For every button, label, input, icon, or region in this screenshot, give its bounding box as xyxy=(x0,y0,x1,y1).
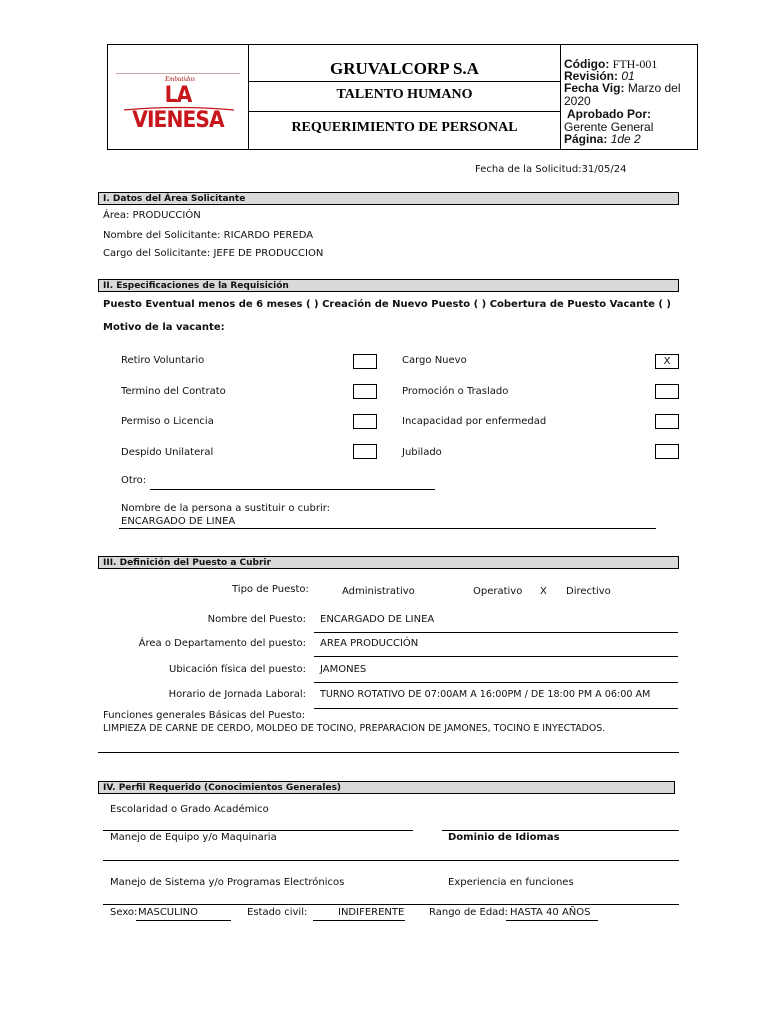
sex-value: MASCULINO xyxy=(138,907,198,918)
checkbox-permiso[interactable] xyxy=(353,414,377,429)
job-schedule-label: Horario de Jornada Laboral: xyxy=(168,689,306,700)
job-type-administrativo: Administrativo xyxy=(342,586,415,597)
codigo-value: FTH-001 xyxy=(612,57,658,71)
job-type-label: Tipo de Puesto: xyxy=(232,584,309,595)
document-title: REQUERIMIENTO DE PERSONAL xyxy=(291,120,518,135)
section-1-title: I. Datos del Área Solicitante xyxy=(98,192,679,205)
motive-label-promocion: Promoción o Traslado xyxy=(402,386,509,397)
motive-label-termino: Termino del Contrato xyxy=(121,386,226,397)
motive-label: Motivo de la vacante: xyxy=(103,322,225,333)
replace-person-line[interactable] xyxy=(119,528,656,529)
checkbox-jubilado[interactable] xyxy=(655,444,679,459)
fecha-vig-row xyxy=(564,82,681,94)
motive-label-despido: Despido Unilateral xyxy=(121,447,214,458)
languages-label: Dominio de Idiomas xyxy=(448,832,560,843)
other-label: Otro: xyxy=(121,475,147,486)
company-logo: LA VIENESA xyxy=(132,83,224,133)
job-name-value: ENCARGADO DE LINEA xyxy=(320,614,435,625)
job-type-directivo: Directivo xyxy=(566,586,611,597)
functions-line[interactable] xyxy=(98,752,679,753)
requisition-type-options: Puesto Eventual menos de 6 meses ( ) Creación de Nuevo Puesto ( ) Cobertura de Puesto Vacante ( ) xyxy=(103,299,671,310)
age-range-label: Rango de Edad: xyxy=(429,907,509,918)
area-field: Área: PRODUCCIÓN xyxy=(103,210,201,221)
requester-name-field: Nombre del Solicitante: RICARDO PEREDA xyxy=(103,230,314,241)
header-divider xyxy=(248,81,560,82)
header-divider xyxy=(248,111,560,112)
checkbox-retiro[interactable] xyxy=(353,354,377,369)
motive-label-permiso: Permiso o Licencia xyxy=(121,416,214,427)
job-schedule-value: TURNO ROTATIVO DE 07:00AM A 16:00PM / DE 18:00 PM A 06:00 AM xyxy=(320,689,651,700)
job-name-line[interactable] xyxy=(314,632,678,633)
job-location-line[interactable] xyxy=(314,682,678,683)
fecha-vig-label: Fecha Vig: xyxy=(564,81,625,95)
motive-label-jubilado: Jubilado xyxy=(402,447,442,458)
logo-rule xyxy=(116,73,240,74)
experience-label: Experiencia en funciones xyxy=(448,877,574,888)
fecha-vig-year: 2020 xyxy=(564,94,591,108)
department-name: TALENTO HUMANO xyxy=(336,87,473,102)
motive-label-retiro: Retiro Voluntario xyxy=(121,355,205,366)
checkbox-incapacidad[interactable] xyxy=(655,414,679,429)
revision-value: 01 xyxy=(621,69,635,83)
job-name-label: Nombre del Puesto: xyxy=(207,614,306,625)
section-2-title: II. Especificaciones de la Requisición xyxy=(98,279,679,292)
languages-top-line[interactable] xyxy=(442,830,679,831)
functions-value: LIMPIEZA DE CARNE DE CERDO, MOLDEO DE TOCINO, PREPARACION DE JAMONES, TOCINO E INYECTADOS. xyxy=(103,723,606,734)
aprobado-label: Aprobado Por: xyxy=(567,107,651,121)
codigo-label: Código: xyxy=(564,57,610,71)
pagina-label: Página: xyxy=(564,132,608,146)
motive-label-incapacidad: Incapacidad por enfermedad xyxy=(402,416,547,427)
replace-person-value: ENCARGADO DE LINEA xyxy=(121,516,236,527)
job-schedule-line[interactable] xyxy=(314,708,678,709)
equipment-line[interactable] xyxy=(103,860,679,861)
header-divider xyxy=(560,45,561,149)
logo-swoosh-icon xyxy=(122,106,236,112)
aprobado-value: Gerente General xyxy=(564,120,654,134)
job-type-operativo: Operativo xyxy=(473,586,523,597)
education-label: Escolaridad o Grado Académico xyxy=(110,804,269,815)
job-location-value: JAMONES xyxy=(320,664,367,675)
functions-label: Funciones generales Básicas del Puesto: xyxy=(103,710,306,721)
section-4-title: IV. Perfil Requerido (Conocimientos Generales) xyxy=(98,781,675,794)
age-range-value: HASTA 40 AÑOS xyxy=(510,907,591,918)
job-area-label: Área o Departamento del puesto: xyxy=(138,638,306,649)
section-3-title: III. Definición del Puesto a Cubrir xyxy=(98,556,679,569)
pagina-row xyxy=(564,133,641,145)
civil-status-line[interactable] xyxy=(313,920,405,921)
fecha-vig-value: Marzo del xyxy=(627,81,681,95)
systems-label: Manejo de Sistema y/o Programas Electrónicos xyxy=(110,877,345,888)
civil-status-value: INDIFERENTE xyxy=(338,907,405,918)
checkbox-promocion[interactable] xyxy=(655,384,679,399)
age-range-line[interactable] xyxy=(506,920,598,921)
requester-role-field: Cargo del Solicitante: JEFE DE PRODUCCION xyxy=(103,248,324,259)
replace-person-label: Nombre de la persona a sustituir o cubrir: xyxy=(121,503,331,514)
job-location-label: Ubicación física del puesto: xyxy=(169,664,306,675)
checkbox-termino[interactable] xyxy=(353,384,377,399)
pagina-value: 1de 2 xyxy=(610,132,641,146)
logo-tagline: Embutidos xyxy=(165,75,195,83)
job-type-mark: X xyxy=(540,586,547,597)
checkbox-despido[interactable] xyxy=(353,444,377,459)
civil-status-label: Estado civil: xyxy=(247,907,308,918)
job-area-value: AREA PRODUCCIÓN xyxy=(320,638,419,649)
job-area-line[interactable] xyxy=(314,656,678,657)
checkbox-cargo-nuevo[interactable]: X xyxy=(655,354,679,369)
other-input-line[interactable] xyxy=(150,489,435,490)
sex-line[interactable] xyxy=(136,920,231,921)
systems-line[interactable] xyxy=(103,904,679,905)
request-date: Fecha de la Solicitud:31/05/24 xyxy=(475,164,627,175)
equipment-label: Manejo de Equipo y/o Maquinaria xyxy=(110,832,277,843)
revision-label: Revisión: xyxy=(564,69,619,83)
company-name: GRUVALCORP S.A xyxy=(330,59,479,78)
sex-label: Sexo: xyxy=(110,907,138,918)
motive-label-cargo-nuevo: Cargo Nuevo xyxy=(402,355,467,366)
education-line[interactable] xyxy=(103,830,413,831)
